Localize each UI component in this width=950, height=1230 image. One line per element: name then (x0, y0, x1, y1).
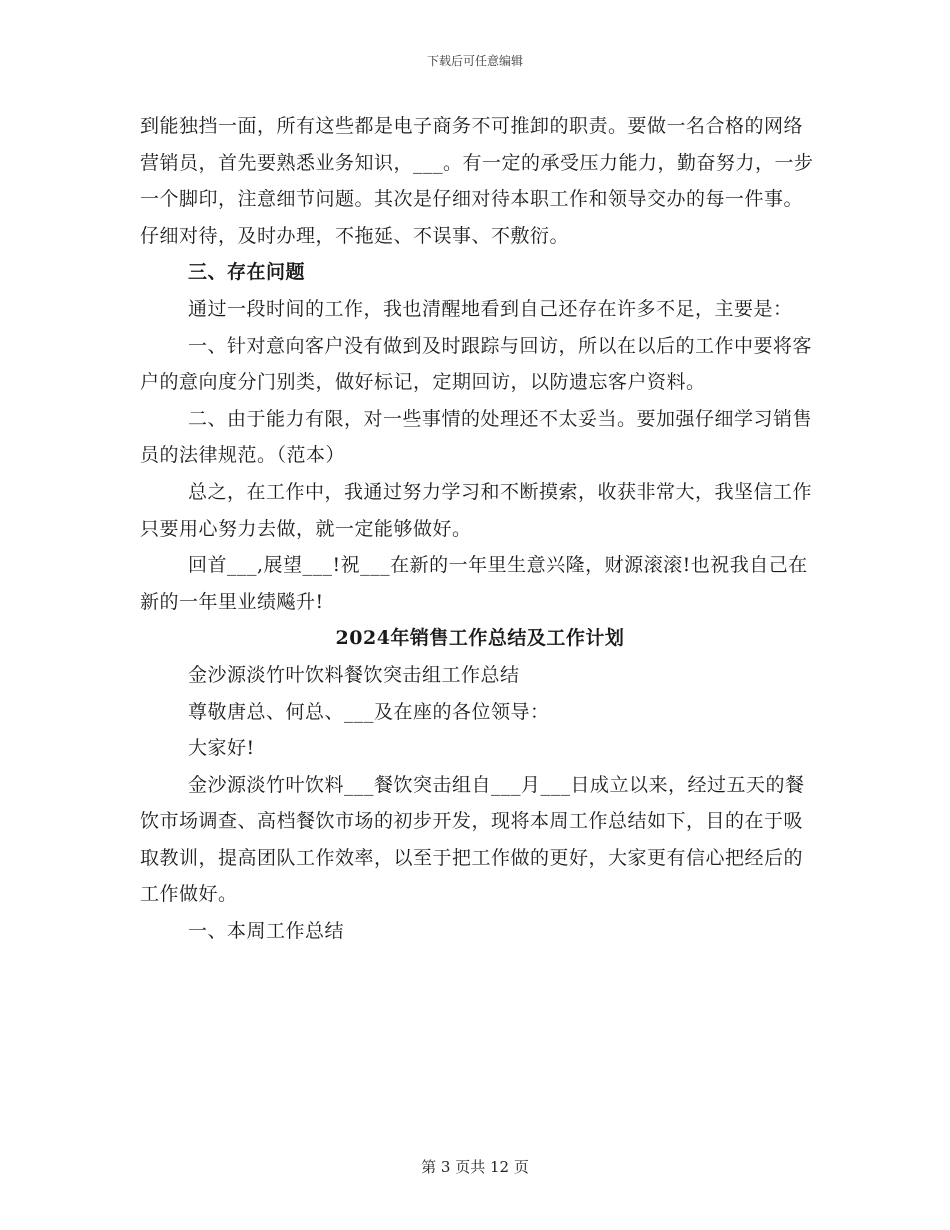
paragraph-summary: 总之，在工作中，我通过努力学习和不断摸索，收获非常大，我坚信工作只要用心努力去做，就一定能够做好。 (140, 480, 813, 540)
paragraph-greeting: 大家好! (188, 737, 255, 760)
paragraph-closing-wish: 回首___,展望___!祝___在新的一年里生意兴隆，财源滚滚!也祝我自己在新的一年里业绩飚升! (140, 554, 808, 613)
paragraph-continued: 到能独挡一面，所有这些都是电子商务不可推卸的职责。要做一名合格的网络营销员，首先要熟悉业务知识，___。有一定的承受压力能力，勤奋努力，一步一个脚印，注意细节问题。其次是仔细对待本职工作和领导交办的每一件事。仔细对待，及时办理，不拖延、不误事、不敷衍。 (140, 115, 814, 247)
page-footer: 第 3 页共 12 页 (421, 1158, 529, 1176)
paragraph-subtitle: 金沙源淡竹叶饮料餐饮突击组工作总结 (188, 663, 520, 686)
document-body (140, 108, 820, 950)
document-title: 2024年销售工作总结及工作计划 (335, 627, 625, 650)
paragraph-problem-two: 二、由于能力有限，对一些事情的处理还不太妥当。要加强仔细学习销售员的法律规范。（范本） (140, 407, 813, 467)
paragraph-problems-intro: 通过一段时间的工作，我也清醒地看到自己还存在许多不足，主要是： (188, 297, 793, 320)
section-heading-problems: 三、存在问题 (188, 261, 306, 284)
section-heading-weekly-summary: 一、本周工作总结 (188, 920, 345, 943)
paragraph-salutation: 尊敬唐总、何总、___及在座的各位领导： (188, 700, 550, 723)
page-header: 下载后可任意编辑 (426, 54, 523, 68)
paragraph-report-intro: 金沙源淡竹叶饮料___餐饮突击组自___月___日成立以来，经过五天的餐饮市场调查、高档餐饮市场的初步开发，现将本周工作总结如下，目的在于吸取教训，提高团队工作效率，以至于把工作做的更好，大家更有信心把经后的工作做好。 (140, 773, 805, 906)
paragraph-problem-one: 一、针对意向客户没有做到及时跟踪与回访，所以在以后的工作中要将客户的意向度分门别类，做好标记，定期回访，以防遗忘客户资料。 (140, 334, 813, 394)
